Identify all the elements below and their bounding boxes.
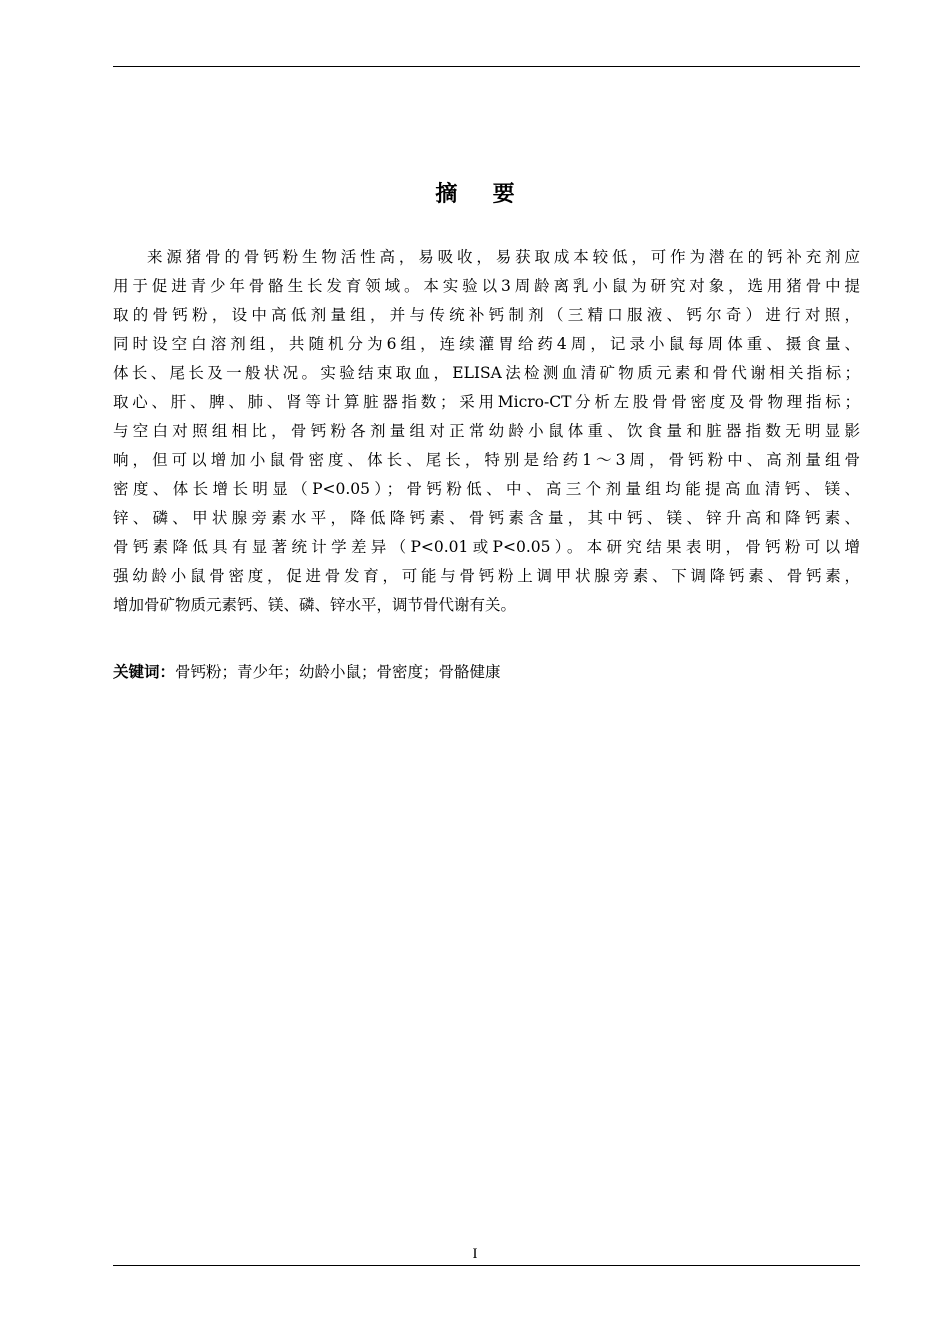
abstract-line: 取心、肝、脾、肺、肾等计算脏器指数；采用Micro-CT分析左股骨骨密度及骨物理指标； bbox=[113, 393, 860, 411]
abstract-line: 骨钙素降低具有显著统计学差异（P<0.01或P<0.05）。本研究结果表明，骨钙粉可以增 bbox=[113, 538, 860, 556]
abstract-line: 锌、磷、甲状腺旁素水平，降低降钙素、骨钙素含量，其中钙、镁、锌升高和降钙素、 bbox=[113, 509, 860, 527]
keywords-text: 骨钙粉；青少年；幼龄小鼠；骨密度；骨骼健康 bbox=[175, 663, 501, 681]
abstract-line: 同时设空白溶剂组，共随机分为6组，连续灌胃给药4周，记录小鼠每周体重、摄食量、 bbox=[113, 335, 860, 353]
abstract-line: 用于促进青少年骨骼生长发育领域。本实验以3周龄离乳小鼠为研究对象，选用猪骨中提 bbox=[113, 277, 860, 295]
page-number: I bbox=[472, 1246, 478, 1262]
header-rule bbox=[113, 66, 860, 67]
abstract-line: 密度、体长增长明显（P<0.05）；骨钙粉低、中、高三个剂量组均能提高血清钙、镁、 bbox=[113, 480, 860, 498]
abstract-line: 响，但可以增加小鼠骨密度、体长、尾长，特别是给药1～3周，骨钙粉中、高剂量组骨 bbox=[113, 451, 860, 469]
abstract-line: 与空白对照组相比，骨钙粉各剂量组对正常幼龄小鼠体重、饮食量和脏器指数无明显影 bbox=[113, 422, 860, 440]
keywords-label: 关键词： bbox=[113, 663, 176, 681]
footer-rule bbox=[113, 1265, 860, 1266]
abstract-body bbox=[113, 243, 860, 620]
abstract-line: 体长、尾长及一般状况。实验结束取血，ELISA法检测血清矿物质元素和骨代谢相关指标； bbox=[113, 364, 860, 382]
abstract-line: 增加骨矿物质元素钙、镁、磷、锌水平，调节骨代谢有关。 bbox=[113, 596, 517, 614]
abstract-line: 取的骨钙粉，设中高低剂量组，并与传统补钙制剂（三精口服液、钙尔奇）进行对照， bbox=[113, 306, 860, 324]
abstract-line: 强幼龄小鼠骨密度，促进骨发育，可能与骨钙粉上调甲状腺旁素、下调降钙素、骨钙素， bbox=[113, 567, 860, 585]
keywords bbox=[113, 658, 860, 687]
abstract-line: 来源猪骨的骨钙粉生物活性高，易吸收，易获取成本较低，可作为潜在的钙补充剂应 bbox=[147, 248, 860, 266]
page-title: 摘要 bbox=[435, 182, 550, 207]
